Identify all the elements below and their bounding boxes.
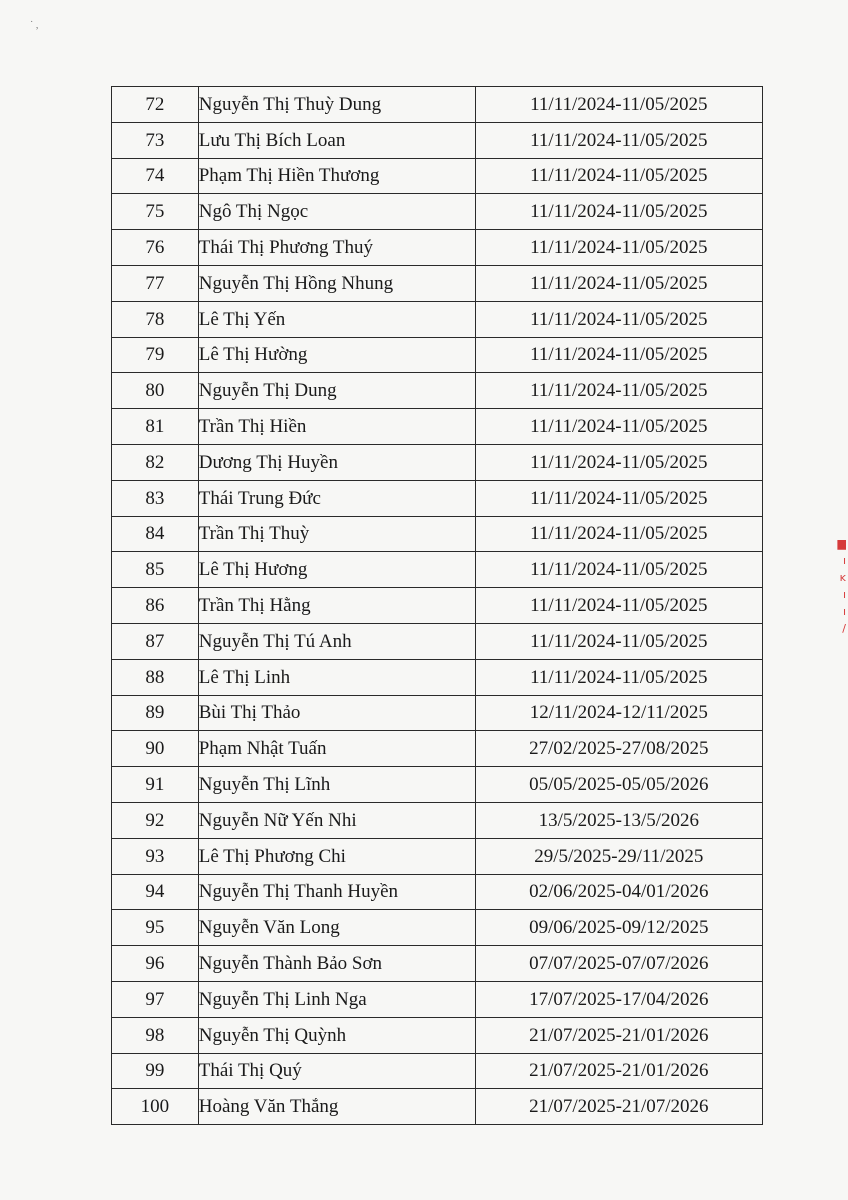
row-number: 99 bbox=[112, 1053, 199, 1089]
employee-name: Thái Thị Quý bbox=[198, 1053, 475, 1089]
contract-period: 29/5/2025-29/11/2025 bbox=[475, 838, 762, 874]
contract-period: 07/07/2025-07/07/2026 bbox=[475, 946, 762, 982]
contract-period: 11/11/2024-11/05/2025 bbox=[475, 588, 762, 624]
employee-name: Thái Trung Đức bbox=[198, 480, 475, 516]
table-row bbox=[112, 1017, 763, 1053]
contract-period: 11/11/2024-11/05/2025 bbox=[475, 122, 762, 158]
row-number: 73 bbox=[112, 122, 199, 158]
row-number: 94 bbox=[112, 874, 199, 910]
row-number: 98 bbox=[112, 1017, 199, 1053]
row-number: 76 bbox=[112, 230, 199, 266]
employee-name: Dương Thị Huyền bbox=[198, 444, 475, 480]
row-number: 80 bbox=[112, 373, 199, 409]
contract-period: 21/07/2025-21/07/2026 bbox=[475, 1089, 762, 1125]
table-row bbox=[112, 265, 763, 301]
contract-period: 11/11/2024-11/05/2025 bbox=[475, 301, 762, 337]
employee-name: Lê Thị Phương Chi bbox=[198, 838, 475, 874]
row-number: 74 bbox=[112, 158, 199, 194]
row-number: 83 bbox=[112, 480, 199, 516]
row-number: 93 bbox=[112, 838, 199, 874]
table-row bbox=[112, 910, 763, 946]
contract-period: 11/11/2024-11/05/2025 bbox=[475, 230, 762, 266]
contract-period: 11/11/2024-11/05/2025 bbox=[475, 409, 762, 445]
contract-period: 21/07/2025-21/01/2026 bbox=[475, 1053, 762, 1089]
table-row bbox=[112, 87, 763, 123]
row-number: 92 bbox=[112, 802, 199, 838]
contract-period: 11/11/2024-11/05/2025 bbox=[475, 194, 762, 230]
contract-period: 11/11/2024-11/05/2025 bbox=[475, 87, 762, 123]
employee-name: Lê Thị Yến bbox=[198, 301, 475, 337]
roster-table-body bbox=[112, 87, 763, 1125]
table-row bbox=[112, 1089, 763, 1125]
employee-name: Phạm Thị Hiền Thương bbox=[198, 158, 475, 194]
employee-name: Phạm Nhật Tuấn bbox=[198, 731, 475, 767]
row-number: 81 bbox=[112, 409, 199, 445]
table-row bbox=[112, 838, 763, 874]
table-row bbox=[112, 623, 763, 659]
employee-name: Nguyễn Thị Linh Nga bbox=[198, 981, 475, 1017]
row-number: 77 bbox=[112, 265, 199, 301]
contract-period: 11/11/2024-11/05/2025 bbox=[475, 444, 762, 480]
row-number: 95 bbox=[112, 910, 199, 946]
table-row bbox=[112, 981, 763, 1017]
row-number: 89 bbox=[112, 695, 199, 731]
contract-period: 11/11/2024-11/05/2025 bbox=[475, 552, 762, 588]
contract-period: 12/11/2024-12/11/2025 bbox=[475, 695, 762, 731]
contract-period: 11/11/2024-11/05/2025 bbox=[475, 516, 762, 552]
table-row bbox=[112, 1053, 763, 1089]
table-row bbox=[112, 946, 763, 982]
contract-period: 11/11/2024-11/05/2025 bbox=[475, 480, 762, 516]
table-row bbox=[112, 409, 763, 445]
table-row bbox=[112, 337, 763, 373]
row-number: 72 bbox=[112, 87, 199, 123]
employee-name: Lê Thị Linh bbox=[198, 659, 475, 695]
table-row bbox=[112, 516, 763, 552]
contract-period: 17/07/2025-17/04/2026 bbox=[475, 981, 762, 1017]
contract-period: 21/07/2025-21/01/2026 bbox=[475, 1017, 762, 1053]
employee-name: Nguyễn Thị Quỳnh bbox=[198, 1017, 475, 1053]
employee-name: Lưu Thị Bích Loan bbox=[198, 122, 475, 158]
employee-name: Nguyễn Thị Lĩnh bbox=[198, 767, 475, 803]
table-row bbox=[112, 230, 763, 266]
row-number: 75 bbox=[112, 194, 199, 230]
contract-period: 11/11/2024-11/05/2025 bbox=[475, 659, 762, 695]
row-number: 91 bbox=[112, 767, 199, 803]
employee-name: Trần Thị Thuỳ bbox=[198, 516, 475, 552]
table-row bbox=[112, 588, 763, 624]
row-number: 96 bbox=[112, 946, 199, 982]
employee-name: Nguyễn Nữ Yến Nhi bbox=[198, 802, 475, 838]
row-number: 82 bbox=[112, 444, 199, 480]
employee-name: Thái Thị Phương Thuý bbox=[198, 230, 475, 266]
table-row bbox=[112, 301, 763, 337]
row-number: 79 bbox=[112, 337, 199, 373]
contract-period: 11/11/2024-11/05/2025 bbox=[475, 158, 762, 194]
employee-name: Nguyễn Thị Hồng Nhung bbox=[198, 265, 475, 301]
table-row bbox=[112, 480, 763, 516]
employee-name: Lê Thị Hương bbox=[198, 552, 475, 588]
employee-name: Nguyễn Thị Thanh Huyền bbox=[198, 874, 475, 910]
contract-period: 11/11/2024-11/05/2025 bbox=[475, 623, 762, 659]
roster-table bbox=[111, 86, 763, 1125]
employee-name: Nguyễn Thị Tú Anh bbox=[198, 623, 475, 659]
row-number: 100 bbox=[112, 1089, 199, 1125]
row-number: 90 bbox=[112, 731, 199, 767]
red-stamp-edge: ▆ ı ĸ ı ı / bbox=[837, 537, 846, 635]
contract-period: 02/06/2025-04/01/2026 bbox=[475, 874, 762, 910]
table-row bbox=[112, 802, 763, 838]
row-number: 85 bbox=[112, 552, 199, 588]
row-number: 78 bbox=[112, 301, 199, 337]
contract-period: 05/05/2025-05/05/2026 bbox=[475, 767, 762, 803]
table-row bbox=[112, 373, 763, 409]
scan-specks: ˙ , bbox=[30, 20, 39, 31]
contract-period: 11/11/2024-11/05/2025 bbox=[475, 337, 762, 373]
table-row bbox=[112, 767, 763, 803]
employee-name: Nguyễn Thị Thuỳ Dung bbox=[198, 87, 475, 123]
table-row bbox=[112, 444, 763, 480]
contract-period: 11/11/2024-11/05/2025 bbox=[475, 265, 762, 301]
employee-name: Nguyễn Thị Dung bbox=[198, 373, 475, 409]
table-row bbox=[112, 659, 763, 695]
row-number: 97 bbox=[112, 981, 199, 1017]
table-row bbox=[112, 194, 763, 230]
employee-name: Lê Thị Hường bbox=[198, 337, 475, 373]
table-row bbox=[112, 874, 763, 910]
row-number: 88 bbox=[112, 659, 199, 695]
table-row bbox=[112, 552, 763, 588]
contract-period: 13/5/2025-13/5/2026 bbox=[475, 802, 762, 838]
contract-period: 27/02/2025-27/08/2025 bbox=[475, 731, 762, 767]
employee-name: Trần Thị Hiền bbox=[198, 409, 475, 445]
employee-name: Bùi Thị Thảo bbox=[198, 695, 475, 731]
table-row bbox=[112, 731, 763, 767]
contract-period: 09/06/2025-09/12/2025 bbox=[475, 910, 762, 946]
table-row bbox=[112, 122, 763, 158]
row-number: 84 bbox=[112, 516, 199, 552]
employee-name: Nguyễn Thành Bảo Sơn bbox=[198, 946, 475, 982]
employee-name: Nguyễn Văn Long bbox=[198, 910, 475, 946]
employee-name: Ngô Thị Ngọc bbox=[198, 194, 475, 230]
row-number: 86 bbox=[112, 588, 199, 624]
row-number: 87 bbox=[112, 623, 199, 659]
employee-name: Hoàng Văn Thắng bbox=[198, 1089, 475, 1125]
table-row bbox=[112, 158, 763, 194]
contract-period: 11/11/2024-11/05/2025 bbox=[475, 373, 762, 409]
table-row bbox=[112, 695, 763, 731]
employee-name: Trần Thị Hằng bbox=[198, 588, 475, 624]
